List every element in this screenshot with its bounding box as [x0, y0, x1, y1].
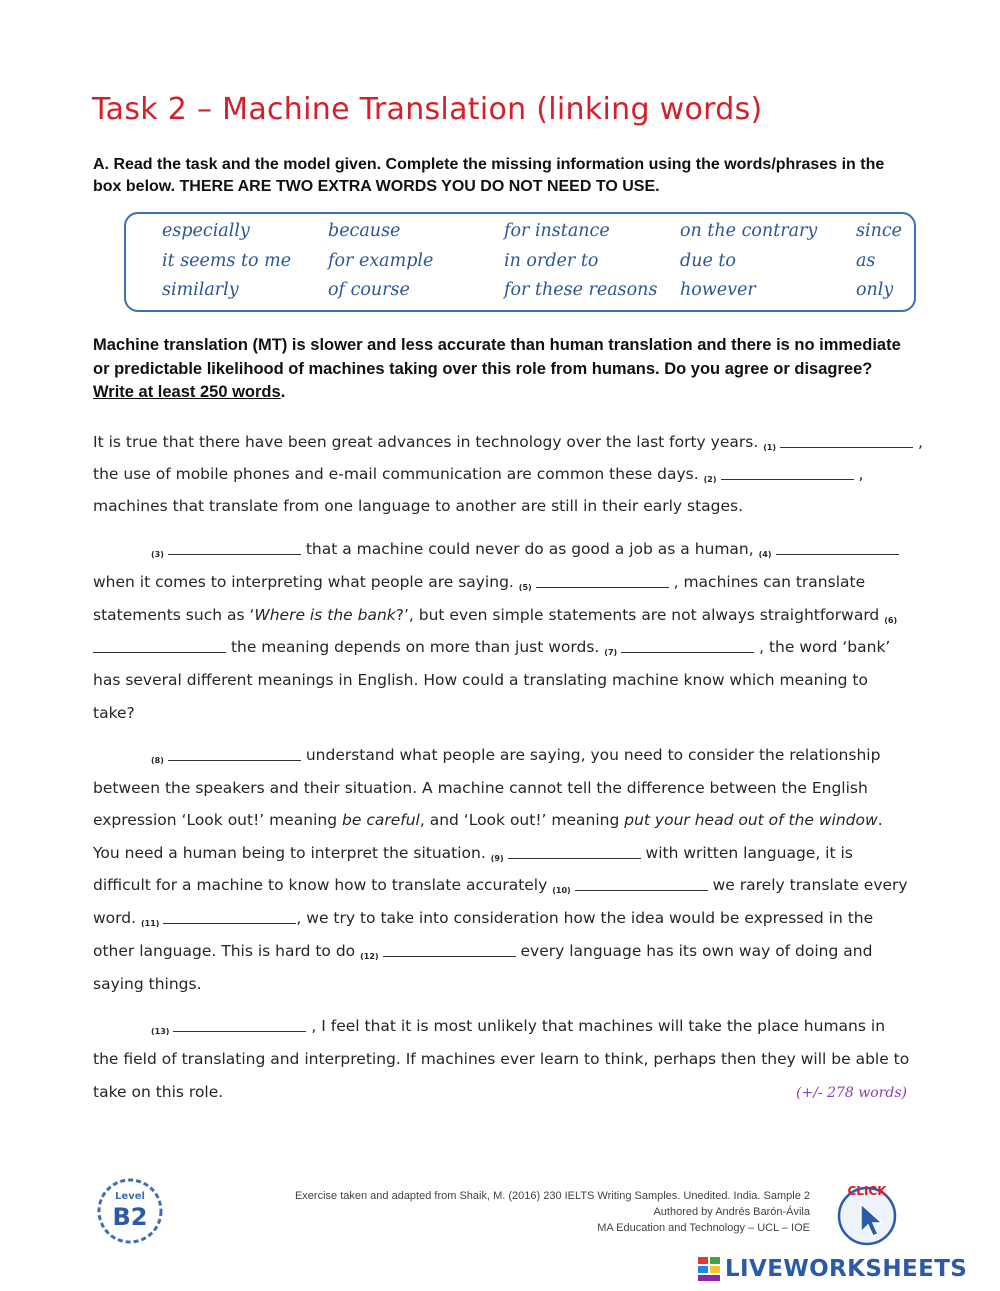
credit-line: Exercise taken and adapted from Shaik, M. (2016) 230 IELTS Writing Samples. Unedited. India. Sample 2 — [294, 1190, 810, 1202]
passage-line — [93, 465, 863, 484]
passage-line — [93, 844, 853, 863]
passage-line — [93, 1083, 223, 1101]
blank-5[interactable] — [536, 574, 669, 588]
blank-number: (8) — [151, 756, 164, 765]
blank-4[interactable] — [776, 541, 899, 555]
passage-text: ?’, but even simple statements are not always straightforward — [395, 606, 880, 624]
level-value: B2 — [112, 1203, 148, 1231]
passage-text: the meaning depends on more than just words. — [230, 638, 600, 656]
question-emphasis: Write at least 250 words — [93, 383, 281, 401]
passage-text: the use of mobile phones and e-mail communication are common these days. — [93, 465, 699, 483]
instructions: A. Read the task and the model given. Complete the missing information using the words/phrases in the box below. THERE ARE TWO EXTRA WORDS YOU DO NOT NEED TO USE. — [93, 156, 885, 195]
passage-line — [93, 876, 908, 895]
blank-10[interactable] — [575, 877, 708, 891]
passage-text: You need a human being to interpret the situation. — [93, 844, 486, 862]
credits — [295, 1188, 810, 1236]
level-badge-icon — [96, 1177, 164, 1245]
brand-name: LIVEWORKSHEETS — [725, 1256, 968, 1282]
passage-text: with written language, it is — [645, 844, 853, 862]
click-logo-text: CLICK — [847, 1184, 887, 1198]
blank-7[interactable] — [621, 639, 754, 653]
blank-number: (11) — [140, 919, 160, 928]
passage-line — [93, 704, 135, 722]
blank-6[interactable] — [93, 639, 226, 653]
credit-line: MA Education and Technology – UCL – IOE — [597, 1222, 810, 1234]
passage-line — [151, 540, 899, 559]
passage-line — [93, 811, 883, 829]
question-text: Machine translation (MT) is slower and less accurate than human translation and there is no immediate or predictable likelihood of machines taking over this role from humans. Do you agree or disagree? — [93, 336, 901, 378]
level-label: Level — [115, 1191, 145, 1202]
passage-line — [93, 942, 872, 961]
blank-12[interactable] — [383, 943, 516, 957]
passage-italic: put your head out of the window — [624, 811, 878, 829]
word-option[interactable]: for example — [328, 251, 434, 271]
blank-3[interactable] — [168, 541, 301, 555]
click-logo-icon — [827, 1178, 907, 1248]
blank-number: (10) — [552, 886, 571, 895]
blank-number: (6) — [884, 616, 898, 625]
word-option[interactable]: as — [856, 251, 876, 271]
passage-line — [93, 975, 202, 993]
word-option[interactable]: only — [856, 280, 894, 300]
passage-line — [93, 606, 901, 625]
word-option[interactable]: it seems to me — [162, 251, 292, 271]
word-option[interactable]: due to — [680, 251, 736, 271]
passage-line — [93, 909, 873, 928]
passage-text: difficult for a machine to know how to translate accurately — [93, 876, 548, 894]
blank-11[interactable] — [163, 910, 296, 924]
blank-number: (1) — [763, 443, 777, 452]
blank-9[interactable] — [508, 845, 641, 859]
passage-text: that a machine could never do as good a job as a human, — [305, 540, 754, 558]
passage-text: , I feel that it is most unlikely that machines will take the place humans in — [311, 1017, 886, 1035]
blank-number: (7) — [604, 648, 618, 657]
blank-number: (2) — [703, 475, 717, 484]
passage-text: expression ‘Look out!’ meaning — [93, 811, 338, 829]
blank-number: (5) — [518, 583, 532, 592]
passage-line — [151, 746, 880, 765]
passage-text: statements such as ‘ — [93, 606, 255, 624]
credit-line: Authored by Andrés Barón-Ávila — [653, 1206, 810, 1218]
passage-text: word. — [93, 909, 137, 927]
passage-line — [93, 1050, 909, 1068]
passage-text: has several different meanings in English. How could a translating machine know which meaning to — [93, 671, 868, 689]
passage-italic: be careful — [342, 811, 420, 829]
word-option[interactable]: on the contrary — [680, 221, 818, 241]
passage-text: It is true that there have been great advances in technology over the last forty years. — [93, 433, 759, 451]
passage-line — [93, 638, 890, 657]
passage-text: take on this role. — [93, 1083, 224, 1101]
passage-text: other language. This is hard to do — [93, 942, 356, 960]
word-option[interactable]: since — [856, 221, 903, 241]
passage-text: understand what people are saying, you need to consider the relationship — [305, 746, 881, 764]
passage-line — [93, 433, 923, 452]
passage-text: , the word ‘bank’ — [759, 638, 891, 656]
passage-text: machines that translate from one language to another are still in their early stages. — [93, 497, 744, 515]
passage-line — [93, 779, 868, 797]
passage-text: take? — [93, 704, 135, 722]
passage-text: between the speakers and their situation. A machine cannot tell the difference between the English — [93, 779, 868, 797]
liveworksheets-logo-icon — [697, 1256, 721, 1282]
passage-text: , and ‘Look out!’ meaning — [419, 811, 620, 829]
passage-line — [93, 573, 865, 592]
blank-8[interactable] — [168, 747, 301, 761]
passage-line — [151, 1017, 885, 1036]
passage-text: , we try to take into consideration how the idea would be expressed in the — [296, 909, 874, 927]
blank-number: (12) — [360, 952, 379, 961]
word-option[interactable]: for instance — [504, 221, 610, 241]
blank-number: (4) — [758, 550, 772, 559]
word-count: (+/- 278 words) — [796, 1085, 907, 1101]
blank-1[interactable] — [780, 434, 913, 448]
word-option[interactable]: because — [328, 221, 401, 241]
passage-text: , — [918, 433, 923, 451]
word-option[interactable]: however — [680, 280, 756, 300]
passage-italic: Where is the bank — [254, 606, 396, 624]
passage-text: we rarely translate every — [712, 876, 908, 894]
word-option[interactable]: of course — [328, 280, 410, 300]
essay-question — [93, 334, 913, 405]
passage-text: , — [858, 465, 864, 483]
blank-13[interactable] — [173, 1018, 306, 1032]
page-title: Task 2 – Machine Translation (linking words) — [92, 92, 763, 127]
word-option[interactable]: for these reasons — [504, 280, 658, 300]
word-box — [124, 212, 916, 312]
blank-2[interactable] — [721, 466, 854, 480]
passage-text: . — [877, 811, 883, 829]
passage-line — [93, 497, 743, 515]
liveworksheets-brand — [697, 1254, 967, 1284]
word-option[interactable]: especially — [162, 221, 250, 241]
blank-number: (3) — [151, 550, 164, 559]
blank-number: (9) — [490, 854, 504, 863]
word-option[interactable]: similarly — [162, 280, 239, 300]
passage-text: when it comes to interpreting what people are saying. — [93, 573, 514, 591]
passage-text: , machines can translate — [673, 573, 866, 591]
passage-text: every language has its own way of doing and — [520, 942, 873, 960]
question-end: . — [280, 383, 286, 401]
passage-text: saying things. — [93, 975, 202, 993]
passage-line — [93, 671, 868, 689]
word-option[interactable]: in order to — [504, 251, 599, 271]
blank-number: (13) — [151, 1027, 170, 1036]
passage-text: the field of translating and interpreting. If machines ever learn to think, perhaps then they will be able to — [93, 1050, 910, 1068]
